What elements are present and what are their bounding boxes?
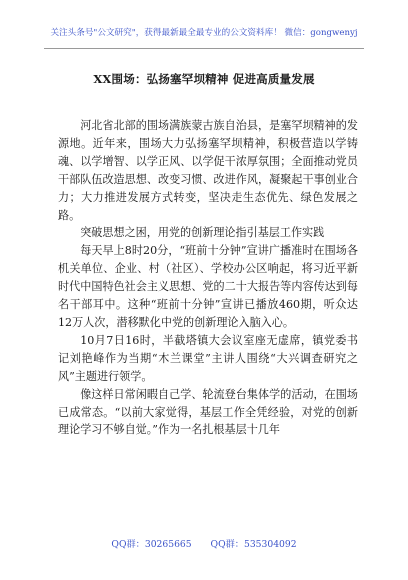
document-title: XX围场：弘扬塞罕坝精神 促进高质量发展 — [93, 72, 315, 86]
header-ad-text: 关注头条号"公文研究"，获得最新最全最专业的公文资料库！ 微信：gongwenyj — [50, 28, 358, 38]
footer-qq-groups — [0, 536, 408, 550]
paragraph-broadcast: 每天早上8时20分，“班前十分钟”宣讲广播准时在围场各机关单位、企业、村（社区）、学校办公区响起，将习近平新时代中国特色社会主义思想、党的二十大报告等内容传达到每名干部耳中。这种“班前十分钟”宣讲已播放460期，听众达12万人次，潜移默化中党的创新理论入脑入心。 — [58, 244, 358, 329]
qq-group-1: QQ群：30265665 — [111, 539, 192, 550]
document-body — [58, 117, 358, 439]
section-heading: 突破思想之困，用党的创新理论指引基层工作实践 — [80, 226, 325, 240]
paragraph-intro: 河北省北部的围场满族蒙古族自治县，是塞罕坝精神的发源地。近年来，围场大力弘扬塞罕坝精神，积极营造以学铸魂、以学增智、以学正风、以学促干浓厚氛围；全面推动党员干部队伍改造思想、改变习惯、改进作风，凝聚起干事创业合力；大力推进发展方式转变，坚决走生态优先、绿色发展之路。 — [58, 119, 358, 222]
paragraph-study: 像这样日常闲暇自己学、轮流登台集体学的活动，在围场已成常态。“以前大家觉得，基层工作全凭经验，对党的创新理论学习不够自觉。”作为一名扎根基层十几年 — [58, 387, 358, 437]
qq-group-2: QQ群：535304092 — [210, 539, 297, 550]
header-divider — [44, 48, 364, 49]
paragraph-lecture: 10月7日16时，半截塔镇大会议室座无虚席，镇党委书记刘艳峰作为当期“木兰课堂”主讲人围绕“大兴调查研究之风”主题进行领学。 — [58, 333, 358, 383]
